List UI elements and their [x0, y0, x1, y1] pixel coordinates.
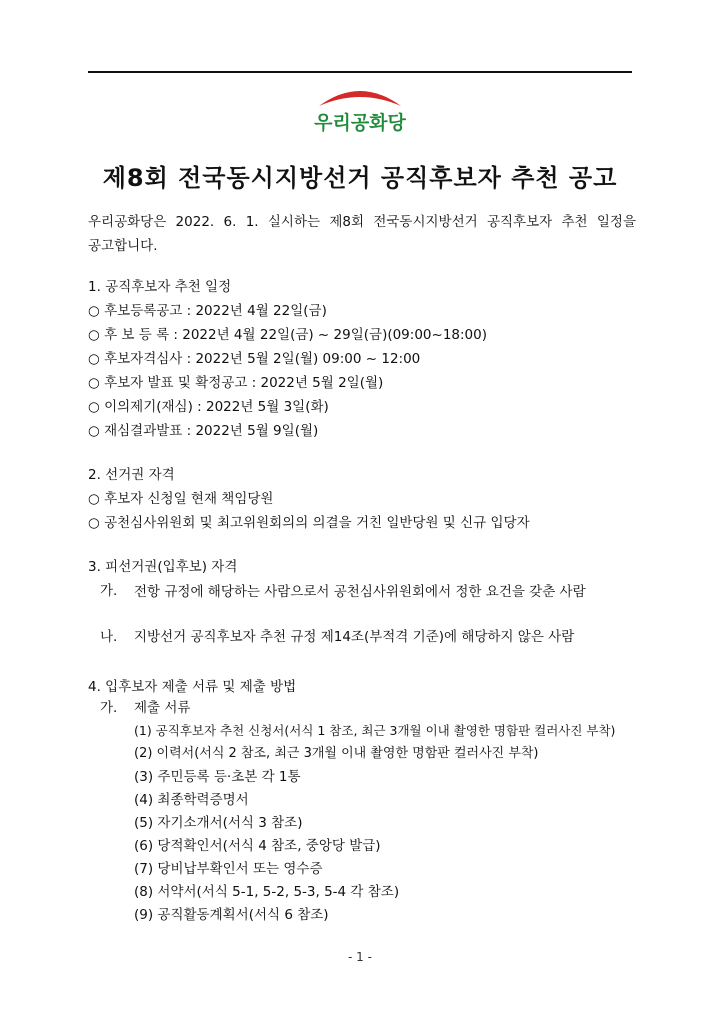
item-marker: 나.: [100, 629, 118, 645]
schedule-item: ○ 후보등록공고 : 2022년 4월 22일(금): [88, 303, 327, 319]
document-item: (3) 주민등록 등·초본 각 1통: [134, 769, 301, 785]
item-marker: 가.: [100, 583, 118, 599]
logo-text: 우리공화당: [314, 112, 406, 134]
schedule-item: ○ 후 보 등 록 : 2022년 4월 22일(금) ~ 29일(금)(09:00~18:00): [88, 327, 487, 343]
document-item: (2) 이력서(서식 2 참조, 최근 3개월 이내 촬영한 명함판 컬러사진 부착): [134, 746, 539, 761]
schedule-item: ○ 후보자격심사 : 2022년 5월 2일(월) 09:00 ~ 12:00: [88, 351, 421, 367]
candidate-qualification-b: 지방선거 공직후보자 추천 규정 제14조(부적격 기준)에 해당하지 않은 사람: [134, 629, 575, 645]
schedule-item: ○ 재심결과발표 : 2022년 5월 9일(월): [88, 423, 319, 439]
party-logo: [305, 82, 415, 142]
section4-heading: 4. 입후보자 제출 서류 및 제출 방법: [88, 679, 297, 695]
document-item: (5) 자기소개서(서식 3 참조): [134, 815, 303, 831]
eligibility-item: ○ 후보자 신청일 현재 책임당원: [88, 491, 274, 507]
schedule-item: ○ 후보자 발표 및 확정공고 : 2022년 5월 2일(월): [88, 375, 384, 391]
page-title: 제8회 전국동시지방선거 공직후보자 추천 공고: [102, 164, 618, 192]
eligibility-item: ○ 공천심사위원회 및 최고위원회의의 의결을 거친 일반당원 및 신규 입당자: [88, 515, 530, 531]
section3-heading: 3. 피선거권(입후보) 자격: [88, 559, 238, 575]
document-item: (4) 최종학력증명서: [134, 792, 249, 808]
candidate-qualification-a: 전항 규정에 해당하는 사람으로서 공천심사위원회에서 정한 요건을 갖춘 사람: [134, 584, 586, 600]
submission-documents-heading: 제출 서류: [134, 700, 191, 716]
item-marker: 가.: [100, 700, 118, 716]
intro-paragraph: 우리공화당은 2022. 6. 1. 실시하는 제8회 전국동시지방선거 공직후보자 추천 일정을 공고합니다.: [88, 214, 636, 254]
top-rule: [88, 71, 632, 73]
document-item: (1) 공직후보자 추천 신청서(서식 1 참조, 최근 3개월 이내 촬영한 명함판 컬러사진 부착): [134, 723, 616, 738]
document-item: (7) 당비납부확인서 또는 영수증: [134, 861, 323, 877]
section1-heading: 1. 공직후보자 추천 일정: [88, 279, 232, 295]
document-item: (6) 당적확인서(서식 4 참조, 중앙당 발급): [134, 838, 381, 854]
section2-heading: 2. 선거권 자격: [88, 467, 175, 483]
page-number: - 1 -: [348, 950, 372, 964]
document-item: (8) 서약서(서식 5-1, 5-2, 5-3, 5-4 각 참조): [134, 884, 400, 900]
document-item: (9) 공직활동계획서(서식 6 참조): [134, 907, 329, 923]
schedule-item: ○ 이의제기(재심) : 2022년 5월 3일(화): [88, 399, 329, 415]
